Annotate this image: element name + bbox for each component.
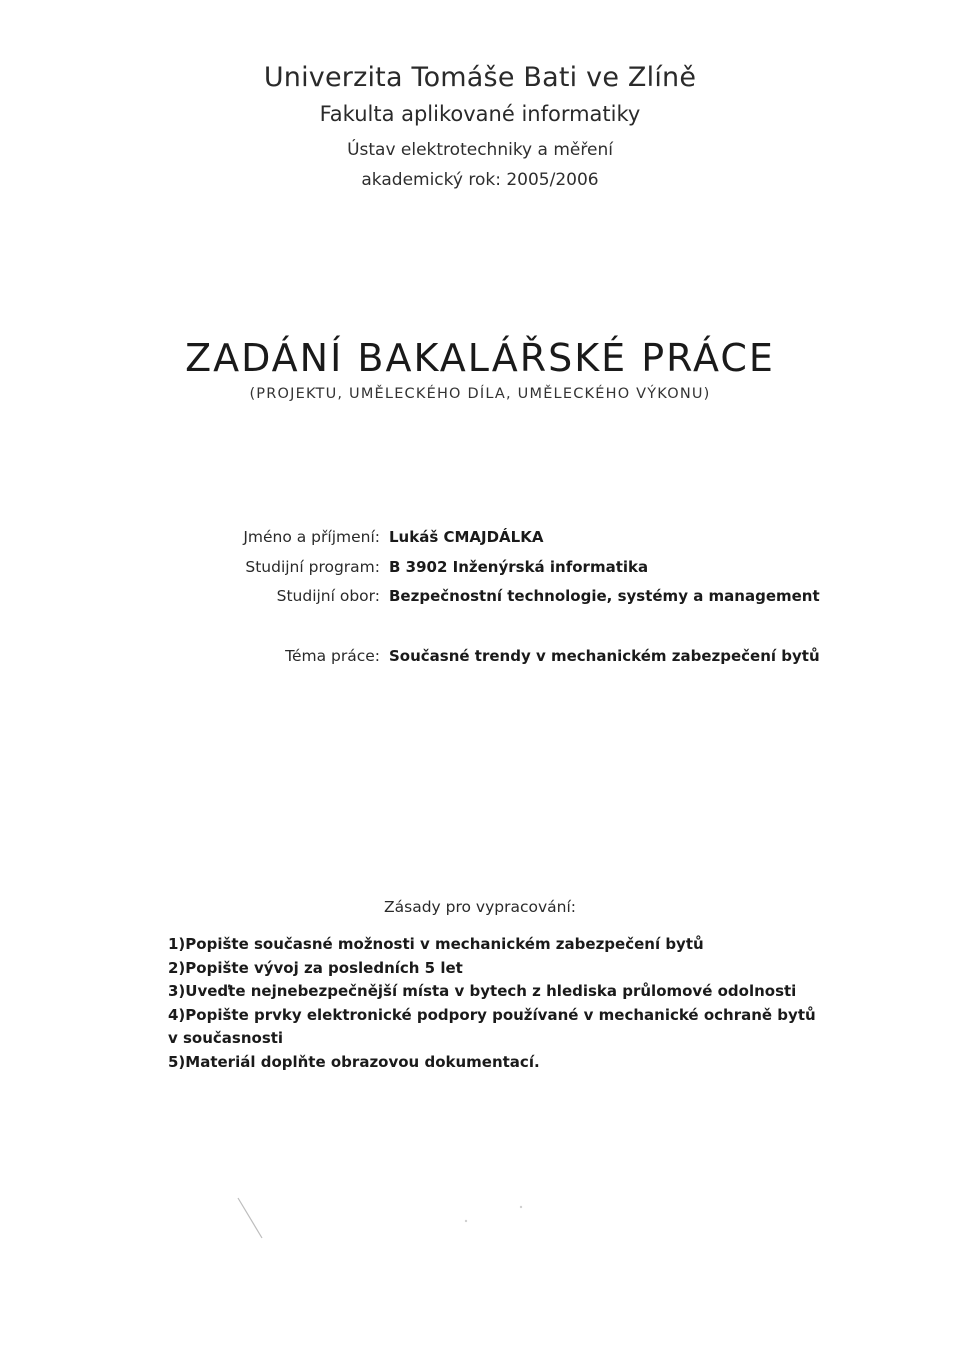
- principles-list: [168, 933, 816, 1074]
- field-label: Studijní obor:: [276, 587, 380, 605]
- university-name: Univerzita Tomáše Bati ve Zlíně: [263, 62, 697, 93]
- document-subtitle: (PROJEKTU, UMĚLECKÉHO DÍLA, UMĚLECKÉHO VÝKONU): [249, 386, 711, 402]
- principles-item: v současnosti: [168, 1029, 284, 1047]
- scan-dot-mark: [465, 1220, 467, 1222]
- faculty-name: Fakulta aplikované informatiky: [319, 102, 641, 126]
- topic-label: Téma práce:: [285, 647, 380, 665]
- principles-item: 3)Uveďte nejnebezpečnější místa v bytech z hlediska průlomové odolnosti: [168, 982, 797, 1000]
- principles-item: 5)Materiál doplňte obrazovou dokumentací.: [168, 1052, 540, 1071]
- principles-heading: Zásady pro vypracování:: [384, 898, 576, 916]
- name-value: Lukáš CMAJDÁLKA: [389, 528, 544, 546]
- field-value: Bezpečnostní technologie, systémy a management: [389, 587, 820, 605]
- scan-stroke-mark: [238, 1198, 262, 1238]
- program-value: B 3902 Inženýrská informatika: [389, 558, 649, 576]
- info-row-name: [0, 526, 960, 548]
- info-row-field: [0, 585, 960, 607]
- document-title: ZADÁNÍ BAKALÁŘSKÉ PRÁCE: [185, 336, 775, 380]
- principles-item: 2)Popište vývoj za posledních 5 let: [168, 958, 463, 977]
- topic-value: Současné trendy v mechanickém zabezpečení bytů: [389, 647, 820, 665]
- info-row-program: [0, 556, 960, 578]
- academic-year: akademický rok: 2005/2006: [361, 170, 599, 190]
- scan-dot-mark: [520, 1206, 522, 1208]
- institute-name: Ústav elektrotechniky a měření: [347, 140, 613, 160]
- program-label: Studijní program:: [245, 558, 380, 576]
- principles-item: 1)Popište současné možnosti v mechanickém zabezpečení bytů: [168, 935, 704, 953]
- principles-item: 4)Popište prvky elektronické podpory používané v mechanické ochraně bytů: [168, 1005, 816, 1024]
- name-label: Jméno a příjmení:: [243, 528, 380, 546]
- info-row-topic: [0, 645, 960, 667]
